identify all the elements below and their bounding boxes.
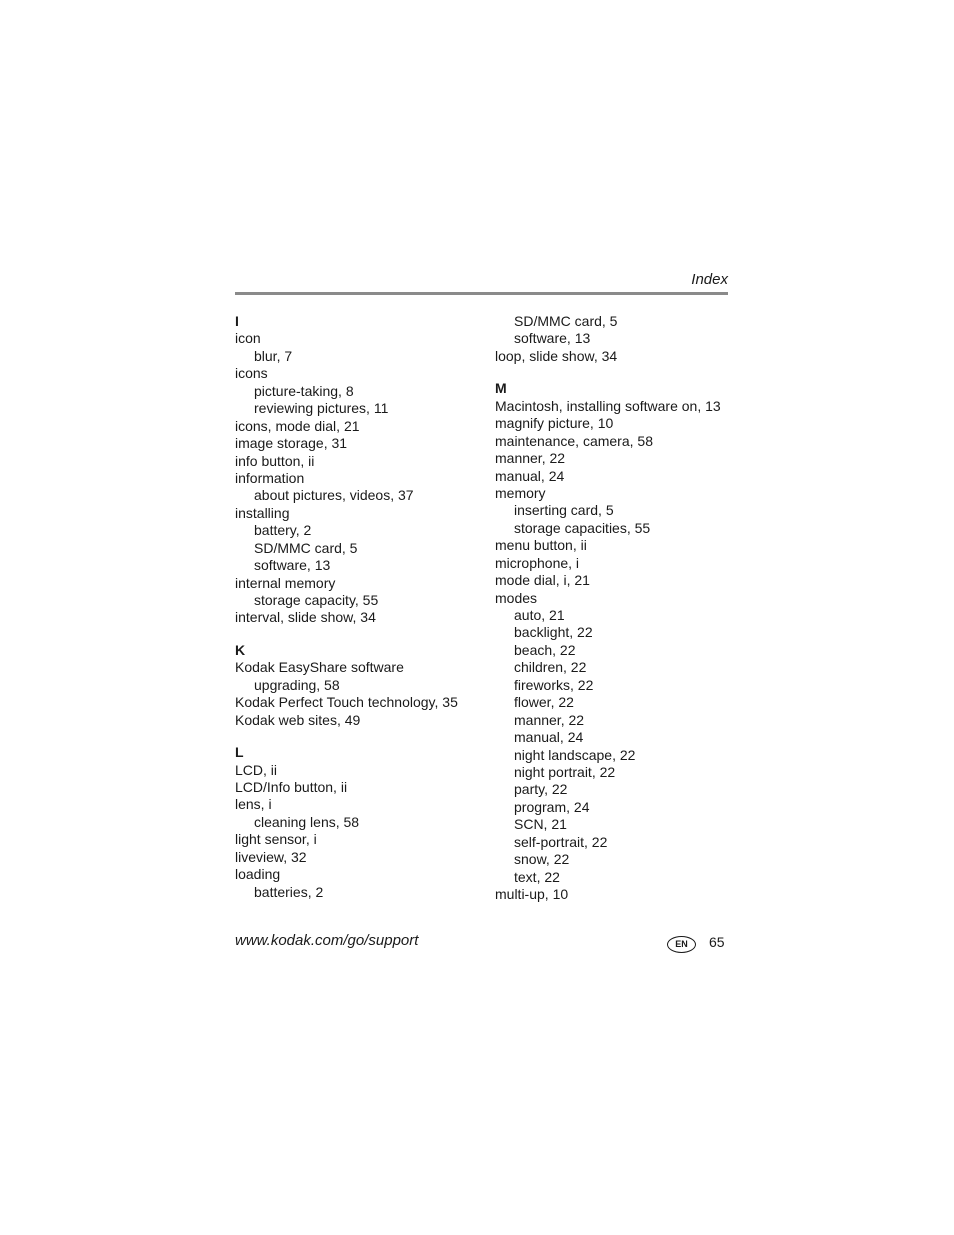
index-entry: Macintosh, installing software on, 13 <box>495 397 721 414</box>
index-subentry: SD/MMC card, 5 <box>254 539 358 556</box>
running-header-title: Index <box>691 271 728 288</box>
index-entry: icon <box>235 330 261 347</box>
index-entry: manner, 22 <box>495 450 566 467</box>
index-subentry: software, 13 <box>514 330 591 347</box>
index-entry: mode dial, i, 21 <box>495 572 590 589</box>
index-entry: memory <box>495 484 546 501</box>
index-subentry: about pictures, videos, 37 <box>254 487 414 504</box>
page-number: 65 <box>709 934 725 950</box>
index-subentry: inserting card, 5 <box>514 502 614 519</box>
index-entry: image storage, 31 <box>235 435 348 452</box>
index-subentry: night landscape, 22 <box>514 746 636 763</box>
index-section <box>495 380 735 903</box>
index-entry: multi-up, 10 <box>495 886 569 902</box>
index-entry: LCD/Info button, ii <box>235 778 348 795</box>
index-subentry: batteries, 2 <box>254 883 324 900</box>
index-subentry: snow, 22 <box>514 851 570 868</box>
index-entry: menu button, ii <box>495 537 587 554</box>
index-subentry: software, 13 <box>254 557 331 574</box>
index-entry: liveview, 32 <box>235 848 307 865</box>
index-subentry: cleaning lens, 58 <box>254 813 360 830</box>
index-section <box>235 313 480 627</box>
index-subentry: upgrading, 58 <box>254 676 340 693</box>
index-section <box>235 744 480 901</box>
section-letter: I <box>235 313 239 329</box>
index-subentry: reviewing pictures, 11 <box>254 400 389 417</box>
index-entry: loading <box>235 866 281 883</box>
index-entry: interval, slide show, 34 <box>235 609 376 626</box>
index-subentry: storage capacity, 55 <box>254 592 379 608</box>
index-subentry: auto, 21 <box>514 607 565 623</box>
language-badge: EN <box>667 936 696 953</box>
index-subentry: self-portrait, 22 <box>514 833 608 850</box>
index-entry: manual, 24 <box>495 467 565 484</box>
index-entry: information <box>235 469 305 486</box>
index-subentry: blur, 7 <box>254 347 293 364</box>
index-entry: Kodak web sites, 49 <box>235 711 361 728</box>
section-letter: L <box>235 744 244 761</box>
index-entry: maintenance, camera, 58 <box>495 432 653 449</box>
index-entry: installing <box>235 504 290 521</box>
index-subentry: manner, 22 <box>514 711 585 728</box>
header-rule <box>235 292 728 295</box>
index-subentry: text, 22 <box>514 868 560 885</box>
section-letter: K <box>235 641 246 658</box>
index-subentry: beach, 22 <box>514 641 576 658</box>
index-section <box>495 313 735 365</box>
index-entry: icons, mode dial, 21 <box>235 417 360 434</box>
index-subentry: SCN, 21 <box>514 816 567 833</box>
index-entry: loop, slide show, 34 <box>495 347 618 364</box>
index-section <box>235 642 480 729</box>
index-subentry: battery, 2 <box>254 522 312 539</box>
index-subentry: children, 22 <box>514 659 587 676</box>
index-entry: modes <box>495 589 538 606</box>
index-entry: internal memory <box>235 574 336 591</box>
index-entry: icons <box>235 365 268 382</box>
index-subentry: storage capacities, 55 <box>514 519 651 536</box>
index-subentry: backlight, 22 <box>514 624 593 641</box>
index-entry: info button, ii <box>235 452 315 469</box>
index-subentry: program, 24 <box>514 798 590 815</box>
index-subentry: SD/MMC card, 5 <box>514 313 618 329</box>
index-subentry: picture-taking, 8 <box>254 382 354 399</box>
section-letter: M <box>495 380 507 397</box>
index-column-right <box>495 313 735 918</box>
index-subentry: party, 22 <box>514 781 568 798</box>
index-entry: Kodak Perfect Touch technology, 35 <box>235 694 458 711</box>
support-url: www.kodak.com/go/support <box>235 932 419 949</box>
index-entry: lens, i <box>235 796 272 813</box>
index-entry: magnify picture, 10 <box>495 415 614 432</box>
index-entry: LCD, ii <box>235 761 278 778</box>
index-column-left <box>235 313 480 916</box>
index-subentry: fireworks, 22 <box>514 676 594 693</box>
index-subentry: manual, 24 <box>514 729 584 746</box>
index-entry: Kodak EasyShare software <box>235 659 404 676</box>
index-subentry: night portrait, 22 <box>514 763 616 780</box>
index-entry: light sensor, i <box>235 831 317 848</box>
index-entry: microphone, i <box>495 554 580 571</box>
index-subentry: flower, 22 <box>514 694 574 711</box>
